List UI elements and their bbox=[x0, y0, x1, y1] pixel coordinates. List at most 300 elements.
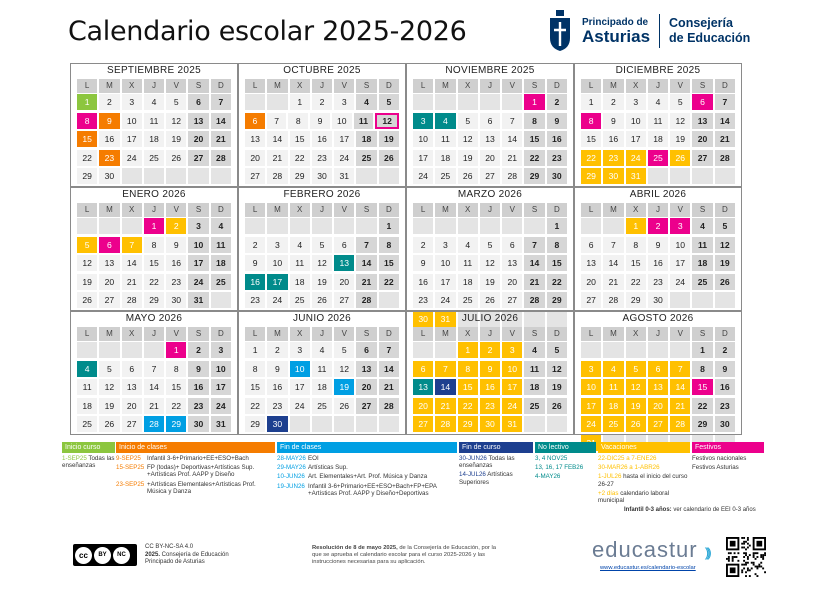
weekday-label: J bbox=[480, 327, 500, 341]
day-cell: 1 bbox=[692, 342, 712, 358]
day-cell: 12 bbox=[334, 361, 354, 377]
principado-logo bbox=[548, 8, 750, 54]
day-cell: 19 bbox=[166, 131, 186, 147]
empty-cell bbox=[334, 218, 354, 234]
weekday-label: D bbox=[211, 327, 231, 341]
legend-date: 28-MAY26 bbox=[277, 455, 306, 462]
week-row bbox=[239, 274, 405, 292]
day-cell: 2 bbox=[166, 218, 186, 234]
day-cell: 15 bbox=[379, 255, 399, 271]
day-cell: 6 bbox=[188, 94, 208, 110]
resolution-bold: Resolución de 8 de mayo 2025, bbox=[312, 545, 398, 551]
day-cell: 24 bbox=[290, 398, 310, 414]
day-cell: 6 bbox=[648, 361, 668, 377]
educastur-wordmark: educastur bbox=[592, 537, 698, 562]
week-row bbox=[239, 113, 405, 131]
day-cell: 17 bbox=[122, 131, 142, 147]
empty-cell bbox=[334, 416, 354, 432]
day-cell: 7 bbox=[435, 361, 455, 377]
day-cell: 10 bbox=[413, 131, 433, 147]
legend-inicio-curso bbox=[62, 442, 115, 469]
day-cell: 23 bbox=[648, 274, 668, 290]
weekday-label: X bbox=[290, 203, 310, 217]
empty-cell bbox=[581, 218, 601, 234]
weekday-label: D bbox=[547, 203, 567, 217]
day-cell: 11 bbox=[77, 379, 97, 395]
day-cell: 8 bbox=[144, 237, 164, 253]
weekday-label: D bbox=[715, 327, 735, 341]
day-cell: 15 bbox=[626, 255, 646, 271]
weekday-label: V bbox=[502, 79, 522, 93]
day-cell: 25 bbox=[603, 416, 623, 432]
day-cell: 11 bbox=[524, 361, 544, 377]
day-cell: 10 bbox=[435, 255, 455, 271]
day-cell: 16 bbox=[413, 274, 433, 290]
legend-description: Art. Elementales+Art. Prof. Música y Danza bbox=[308, 473, 428, 481]
empty-cell bbox=[458, 218, 478, 234]
day-cell: 17 bbox=[413, 150, 433, 166]
day-cell: 3 bbox=[670, 218, 690, 234]
cc-part: cc bbox=[75, 547, 92, 564]
empty-cell bbox=[413, 94, 433, 110]
weekday-label: M bbox=[267, 79, 287, 93]
weekday-label: V bbox=[670, 203, 690, 217]
day-cell: 9 bbox=[715, 361, 735, 377]
legend-date: 30-MAR26 a 1-ABR26 bbox=[598, 464, 660, 472]
weekday-header bbox=[239, 327, 405, 342]
day-cell: 28 bbox=[524, 292, 544, 308]
resolution-text bbox=[312, 545, 497, 567]
legend-heading: Inicio curso bbox=[62, 442, 115, 453]
day-cell: 27 bbox=[648, 416, 668, 432]
empty-cell bbox=[480, 218, 500, 234]
day-cell: 23 bbox=[245, 292, 265, 308]
weekday-header bbox=[71, 327, 237, 342]
weekday-label: D bbox=[379, 327, 399, 341]
day-cell: 24 bbox=[267, 292, 287, 308]
day-cell: 23 bbox=[267, 398, 287, 414]
legend-date: 15-SEP25 bbox=[116, 464, 145, 472]
day-cell: 31 bbox=[211, 416, 231, 432]
legend-heading: No lectivo bbox=[535, 442, 596, 453]
license-text bbox=[145, 544, 229, 567]
logo-text-consejeria bbox=[669, 16, 750, 46]
legend-fin-curso bbox=[459, 442, 533, 486]
day-cell: 30 bbox=[188, 416, 208, 432]
legend-row bbox=[535, 473, 596, 480]
day-cell: 16 bbox=[547, 131, 567, 147]
day-cell: 23 bbox=[166, 274, 186, 290]
day-cell: 6 bbox=[122, 361, 142, 377]
month-title: MAYO 2026 bbox=[125, 313, 183, 324]
weekday-header bbox=[575, 327, 741, 342]
day-cell: 17 bbox=[334, 131, 354, 147]
day-cell: 2 bbox=[648, 218, 668, 234]
day-cell: 8 bbox=[626, 237, 646, 253]
day-cell: 21 bbox=[379, 379, 399, 395]
empty-cell bbox=[670, 342, 690, 358]
week-row bbox=[71, 379, 237, 397]
weekday-label: X bbox=[122, 203, 142, 217]
day-cell: 23 bbox=[188, 398, 208, 414]
day-cell: 26 bbox=[77, 292, 97, 308]
legend-description: FP (todas)+ Deportivas+Artísticas Sup. +Artísticas Prof. AAPP y Diseño bbox=[147, 464, 255, 479]
day-cell: 12 bbox=[480, 255, 500, 271]
day-cell: 13 bbox=[480, 131, 500, 147]
day-cell: 8 bbox=[547, 237, 567, 253]
day-cell: 28 bbox=[715, 150, 735, 166]
week-row bbox=[575, 113, 741, 131]
day-cell: 29 bbox=[626, 292, 646, 308]
empty-cell bbox=[166, 168, 186, 184]
day-cell: 11 bbox=[211, 237, 231, 253]
day-cell: 7 bbox=[524, 237, 544, 253]
day-cell: 27 bbox=[122, 416, 142, 432]
day-cell: 18 bbox=[144, 131, 164, 147]
day-cell: 14 bbox=[715, 113, 735, 129]
day-cell: 15 bbox=[166, 379, 186, 395]
empty-cell bbox=[144, 342, 164, 358]
month-agosto-2026 bbox=[574, 311, 742, 435]
day-cell: 18 bbox=[312, 379, 332, 395]
legend-description: Festivos nacionales bbox=[692, 455, 747, 462]
day-cell: 6 bbox=[502, 237, 522, 253]
license-line-3: Principado de Asturias bbox=[145, 559, 205, 565]
day-cell: 5 bbox=[715, 218, 735, 234]
legend-row bbox=[459, 471, 533, 485]
day-cell: 24 bbox=[670, 274, 690, 290]
day-cell: 2 bbox=[480, 342, 500, 358]
weekday-header bbox=[407, 203, 573, 218]
day-cell: 17 bbox=[211, 379, 231, 395]
weekday-label: M bbox=[267, 327, 287, 341]
day-cell: 8 bbox=[288, 113, 308, 129]
day-cell: 11 bbox=[435, 131, 455, 147]
day-cell: 12 bbox=[166, 113, 186, 129]
day-cell: 25 bbox=[458, 292, 478, 308]
day-cell: 3 bbox=[334, 94, 354, 110]
day-cell: 14 bbox=[211, 113, 231, 129]
empty-cell bbox=[99, 218, 119, 234]
weekday-label: L bbox=[581, 79, 601, 93]
day-cell: 27 bbox=[692, 150, 712, 166]
day-cell: 15 bbox=[458, 379, 478, 395]
day-cell: 3 bbox=[502, 342, 522, 358]
empty-cell bbox=[379, 416, 399, 432]
weekday-label: X bbox=[290, 79, 310, 93]
month-noviembre-2025 bbox=[406, 63, 574, 187]
day-cell: 17 bbox=[670, 255, 690, 271]
day-cell: 5 bbox=[379, 94, 399, 110]
legend-row bbox=[277, 455, 457, 462]
weekday-label: S bbox=[524, 203, 544, 217]
day-cell: 1 bbox=[458, 342, 478, 358]
week-row bbox=[407, 361, 573, 379]
month-diciembre-2025 bbox=[574, 63, 742, 187]
month-octubre-2025 bbox=[238, 63, 406, 187]
weekday-label: M bbox=[603, 327, 623, 341]
day-cell: 8 bbox=[458, 361, 478, 377]
week-row bbox=[407, 113, 573, 131]
day-cell: 21 bbox=[435, 398, 455, 414]
day-cell: 27 bbox=[99, 292, 119, 308]
day-cell: 6 bbox=[581, 237, 601, 253]
legend-heading: Fin de clases bbox=[277, 442, 457, 453]
day-cell: 5 bbox=[99, 361, 119, 377]
day-cell: 7 bbox=[502, 113, 522, 129]
qr-code-icon[interactable] bbox=[726, 537, 766, 577]
day-cell: 22 bbox=[245, 398, 265, 414]
week-row bbox=[239, 237, 405, 255]
day-cell: 13 bbox=[356, 361, 376, 377]
day-cell: 21 bbox=[211, 131, 231, 147]
day-cell: 28 bbox=[502, 168, 522, 184]
day-cell: 11 bbox=[458, 255, 478, 271]
weekday-label: L bbox=[413, 79, 433, 93]
day-cell: 1 bbox=[626, 218, 646, 234]
weekday-label: J bbox=[144, 203, 164, 217]
day-cell: 29 bbox=[290, 168, 310, 184]
day-cell: 4 bbox=[211, 218, 231, 234]
weekday-label: V bbox=[166, 79, 186, 93]
day-cell: 18 bbox=[356, 131, 376, 147]
weekday-label: V bbox=[334, 203, 354, 217]
day-cell: 26 bbox=[547, 398, 567, 414]
weekday-label: X bbox=[458, 203, 478, 217]
resolution-body: de la Consejería de Educación, por la que se aprueba el calendario escolar para el curso 2025-2026 y las instrucciones necesarias para su aplicación. bbox=[312, 545, 496, 566]
weekday-label: X bbox=[458, 327, 478, 341]
day-cell: 29 bbox=[245, 416, 265, 432]
day-cell: 29 bbox=[144, 292, 164, 308]
empty-cell bbox=[715, 168, 735, 184]
day-cell: 14 bbox=[524, 255, 544, 271]
weekday-label: L bbox=[413, 327, 433, 341]
week-row bbox=[239, 398, 405, 416]
day-cell: 4 bbox=[524, 342, 544, 358]
weekday-label: X bbox=[626, 203, 646, 217]
weekday-label: S bbox=[356, 203, 376, 217]
weekday-label: J bbox=[312, 203, 332, 217]
day-cell: 11 bbox=[692, 237, 712, 253]
day-cell: 29 bbox=[458, 416, 478, 432]
day-cell: 24 bbox=[188, 274, 208, 290]
day-cell: 30 bbox=[166, 292, 186, 308]
day-cell: 8 bbox=[379, 237, 399, 253]
week-row bbox=[575, 379, 741, 397]
day-cell: 22 bbox=[524, 150, 544, 166]
week-row bbox=[575, 361, 741, 379]
day-cell: 5 bbox=[458, 113, 478, 129]
day-cell: 1 bbox=[245, 342, 265, 358]
empty-cell bbox=[356, 218, 376, 234]
day-cell: 3 bbox=[122, 94, 142, 110]
day-cell: 16 bbox=[166, 255, 186, 271]
day-cell: 12 bbox=[99, 379, 119, 395]
legend-date: 14-JUL26 bbox=[459, 471, 488, 479]
month-febrero-2026 bbox=[238, 187, 406, 311]
educastur-link[interactable]: www.educastur.es/calendario-escolar bbox=[600, 565, 696, 571]
day-cell: 21 bbox=[122, 274, 142, 290]
empty-cell bbox=[77, 342, 97, 358]
day-cell: 13 bbox=[122, 379, 142, 395]
day-cell: 12 bbox=[670, 113, 690, 129]
weekday-label: J bbox=[480, 79, 500, 93]
day-cell: 27 bbox=[334, 292, 354, 308]
day-cell: 1 bbox=[524, 94, 544, 110]
day-cell: 5 bbox=[480, 237, 500, 253]
legend-date: 9-SEP25 bbox=[116, 455, 141, 462]
day-cell: 2 bbox=[547, 94, 567, 110]
day-cell: 5 bbox=[77, 237, 97, 253]
week-row bbox=[407, 94, 573, 112]
day-cell: 20 bbox=[245, 150, 265, 166]
day-cell: 2 bbox=[413, 237, 433, 253]
weekday-label: S bbox=[356, 327, 376, 341]
day-cell: 1 bbox=[144, 218, 164, 234]
weekday-label: V bbox=[670, 79, 690, 93]
week-row bbox=[71, 274, 237, 292]
day-cell: 5 bbox=[670, 94, 690, 110]
weekday-label: V bbox=[166, 327, 186, 341]
week-row bbox=[71, 416, 237, 434]
day-cell: 16 bbox=[480, 379, 500, 395]
day-cell: 28 bbox=[435, 416, 455, 432]
empty-cell bbox=[99, 342, 119, 358]
day-cell: 15 bbox=[77, 131, 97, 147]
month-title: JUNIO 2026 bbox=[292, 313, 352, 324]
weekday-label: J bbox=[648, 327, 668, 341]
logo-line-1: Principado de bbox=[582, 17, 649, 28]
week-row bbox=[407, 379, 573, 397]
day-cell: 23 bbox=[603, 150, 623, 166]
day-cell: 13 bbox=[245, 131, 265, 147]
day-cell: 13 bbox=[692, 113, 712, 129]
day-cell: 3 bbox=[290, 342, 310, 358]
day-cell: 15 bbox=[144, 255, 164, 271]
day-cell: 2 bbox=[312, 94, 332, 110]
legend-festivos bbox=[692, 442, 764, 471]
empty-cell bbox=[379, 292, 399, 308]
day-cell: 1 bbox=[290, 94, 310, 110]
legend-inicio-clases bbox=[116, 442, 275, 495]
day-cell: 19 bbox=[334, 379, 354, 395]
legend-row bbox=[535, 455, 596, 462]
month-title: NOVIEMBRE 2025 bbox=[445, 65, 535, 76]
weekday-label: D bbox=[715, 79, 735, 93]
weekday-label: S bbox=[188, 203, 208, 217]
day-cell: 25 bbox=[211, 274, 231, 290]
week-row bbox=[575, 218, 741, 236]
week-row bbox=[239, 131, 405, 149]
day-cell: 28 bbox=[144, 416, 164, 432]
day-cell: 9 bbox=[188, 361, 208, 377]
month-title: FEBRERO 2026 bbox=[283, 189, 361, 200]
day-cell: 19 bbox=[77, 274, 97, 290]
day-cell: 27 bbox=[480, 168, 500, 184]
day-cell: 14 bbox=[356, 255, 376, 271]
day-cell: 17 bbox=[581, 398, 601, 414]
legend-heading: Festivos bbox=[692, 442, 764, 453]
month-septiembre-2025 bbox=[70, 63, 238, 187]
day-cell: 10 bbox=[502, 361, 522, 377]
day-cell: 9 bbox=[166, 237, 186, 253]
page-title: Calendario escolar 2025-2026 bbox=[68, 16, 467, 47]
day-cell: 27 bbox=[356, 398, 376, 414]
legend-description: Festivos Asturias bbox=[692, 464, 739, 472]
day-cell: 6 bbox=[99, 237, 119, 253]
week-row bbox=[71, 255, 237, 273]
day-cell: 19 bbox=[547, 379, 567, 395]
day-cell: 27 bbox=[502, 292, 522, 308]
note-bold: Infantil 0-3 años: bbox=[624, 507, 672, 513]
empty-cell bbox=[77, 218, 97, 234]
day-cell: 14 bbox=[603, 255, 623, 271]
weekday-header bbox=[575, 203, 741, 218]
day-cell: 24 bbox=[581, 416, 601, 432]
empty-cell bbox=[502, 218, 522, 234]
empty-cell bbox=[670, 168, 690, 184]
week-row bbox=[239, 255, 405, 273]
day-cell: 25 bbox=[692, 274, 712, 290]
weekday-label: S bbox=[692, 79, 712, 93]
legend-date: 1-SEP25 bbox=[62, 455, 89, 462]
empty-cell bbox=[290, 218, 310, 234]
wave-icon: ))) bbox=[704, 545, 709, 560]
day-cell: 31 bbox=[334, 168, 354, 184]
day-cell: 7 bbox=[211, 94, 231, 110]
day-cell: 13 bbox=[334, 255, 354, 271]
license-line-1: CC BY-NC-SA 4.0 bbox=[145, 544, 194, 550]
day-cell: 30 bbox=[648, 292, 668, 308]
day-cell: 13 bbox=[413, 379, 433, 395]
day-cell: 18 bbox=[603, 398, 623, 414]
day-cell: 26 bbox=[166, 150, 186, 166]
empty-cell bbox=[547, 416, 567, 432]
day-cell: 25 bbox=[356, 150, 376, 166]
license-block bbox=[73, 544, 229, 567]
month-title: SEPTIEMBRE 2025 bbox=[107, 65, 201, 76]
day-cell: 23 bbox=[413, 292, 433, 308]
weekday-label: X bbox=[290, 327, 310, 341]
day-cell: 6 bbox=[356, 342, 376, 358]
day-cell: 17 bbox=[435, 274, 455, 290]
day-cell: 7 bbox=[144, 361, 164, 377]
day-cell: 5 bbox=[334, 342, 354, 358]
day-cell: 12 bbox=[547, 361, 567, 377]
week-row bbox=[575, 292, 741, 310]
day-cell: 19 bbox=[626, 398, 646, 414]
day-cell: 14 bbox=[122, 255, 142, 271]
day-cell: 23 bbox=[715, 398, 735, 414]
day-cell: 19 bbox=[458, 150, 478, 166]
day-cell: 2 bbox=[715, 342, 735, 358]
weekday-label: D bbox=[379, 79, 399, 93]
day-cell: 12 bbox=[715, 237, 735, 253]
week-row bbox=[71, 398, 237, 416]
legend-date: 30-JUN26 bbox=[459, 455, 489, 462]
day-cell: 23 bbox=[312, 150, 332, 166]
empty-cell bbox=[715, 292, 735, 308]
day-cell: 3 bbox=[435, 237, 455, 253]
day-cell: 18 bbox=[648, 131, 668, 147]
empty-cell bbox=[356, 416, 376, 432]
day-cell: 21 bbox=[670, 398, 690, 414]
legend-row bbox=[62, 455, 115, 469]
day-cell: 25 bbox=[312, 398, 332, 414]
day-cell: 26 bbox=[312, 292, 332, 308]
weekday-label: X bbox=[626, 327, 646, 341]
weekday-label: J bbox=[144, 79, 164, 93]
